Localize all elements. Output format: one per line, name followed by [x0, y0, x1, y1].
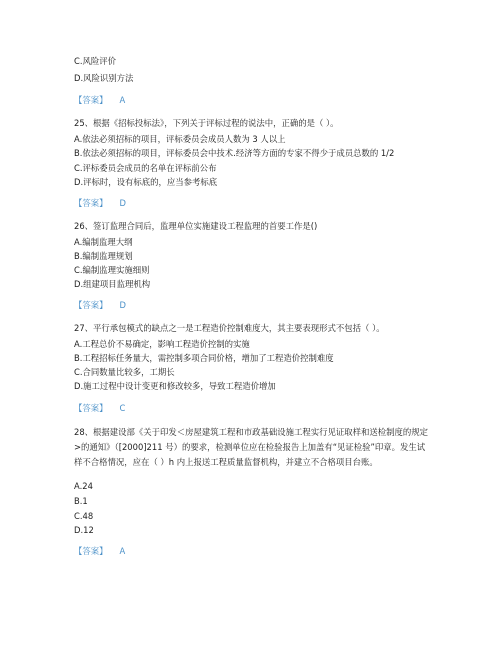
q28-option-c: C.48 — [74, 511, 94, 521]
q27-option-a: A.工程总价不易确定，影响工程造价控制的实施 — [74, 339, 250, 349]
q27-answer — [74, 402, 125, 415]
answer-value: D — [119, 198, 126, 208]
answer-tag: 【答案】 — [74, 95, 108, 105]
q26-option-c: C.编制监理实施细则 — [74, 265, 150, 275]
q26-option-b: B.编制监理规划 — [74, 251, 133, 261]
q28-option-a: A.24 — [74, 481, 93, 491]
q25-option-c: C.评标委员会成员的名单在评标前公布 — [74, 163, 217, 173]
answer-value: D — [119, 300, 126, 310]
answer-tag: 【答案】 — [74, 403, 108, 413]
q24-answer — [74, 94, 125, 107]
q25-stem: 25、根据《招标投标法》，下列关于评标过程的说法中，正确的是（ ）。 — [74, 118, 339, 128]
q26-option-a: A.编制监理大纲 — [74, 237, 133, 247]
answer-value: A — [119, 95, 126, 105]
answer-tag: 【答案】 — [74, 546, 108, 556]
q24-option-c: C.风险评价 — [74, 56, 117, 66]
q28-option-d: D.12 — [74, 525, 94, 535]
answer-tag: 【答案】 — [74, 198, 108, 208]
q25-option-b: B.依法必须招标的项目，评标委员会中技术.经济等方面的专家不得少于成员总数的 1/2 — [74, 148, 395, 158]
q28-stem: 28、根据建设部《关于印发＜房屋建筑工程和市政基础设施工程实行见证取样和送检制度的规定>的通知》（[2000]211 号）的要求，检测单位应在检验报告上加盖有“见证检验”印章。发生试样不合格情况，应在（ ）h 内上报送工程质量监督机构，并建立不合格项目台账。 — [74, 427, 429, 467]
q27-stem: 27、平行承包模式的缺点之一是工程造价控制难度大，其主要表现形式不包括（ ）。 — [74, 323, 385, 333]
q25-option-a: A.依法必须招标的项目，评标委员会成员人数为 3 人以上 — [74, 134, 286, 144]
q24-option-d: D.风险识别方法 — [74, 73, 134, 83]
answer-tag: 【答案】 — [74, 300, 108, 310]
q27-option-b: B.工程招标任务量大，需控制多项合同价格，增加了工程造价控制难度 — [74, 353, 334, 363]
q26-option-d: D.组建项目监理机构 — [74, 279, 151, 289]
answer-value: C — [119, 403, 126, 413]
q28-answer — [74, 545, 125, 558]
q27-option-d: D.施工过程中设计变更和修改较多，导致工程造价增加 — [74, 381, 276, 391]
answer-value: A — [119, 546, 126, 556]
q25-answer — [74, 197, 126, 210]
q26-stem: 26、签订监理合同后，监理单位实施建设工程监理的首要工作是() — [74, 221, 318, 231]
q27-option-c: C.合同数量比较多，工期长 — [74, 367, 175, 377]
q26-answer — [74, 299, 126, 312]
q25-option-d: D.评标时，设有标底的，应当参考标底 — [74, 177, 218, 187]
q28-option-b: B.1 — [74, 496, 88, 506]
